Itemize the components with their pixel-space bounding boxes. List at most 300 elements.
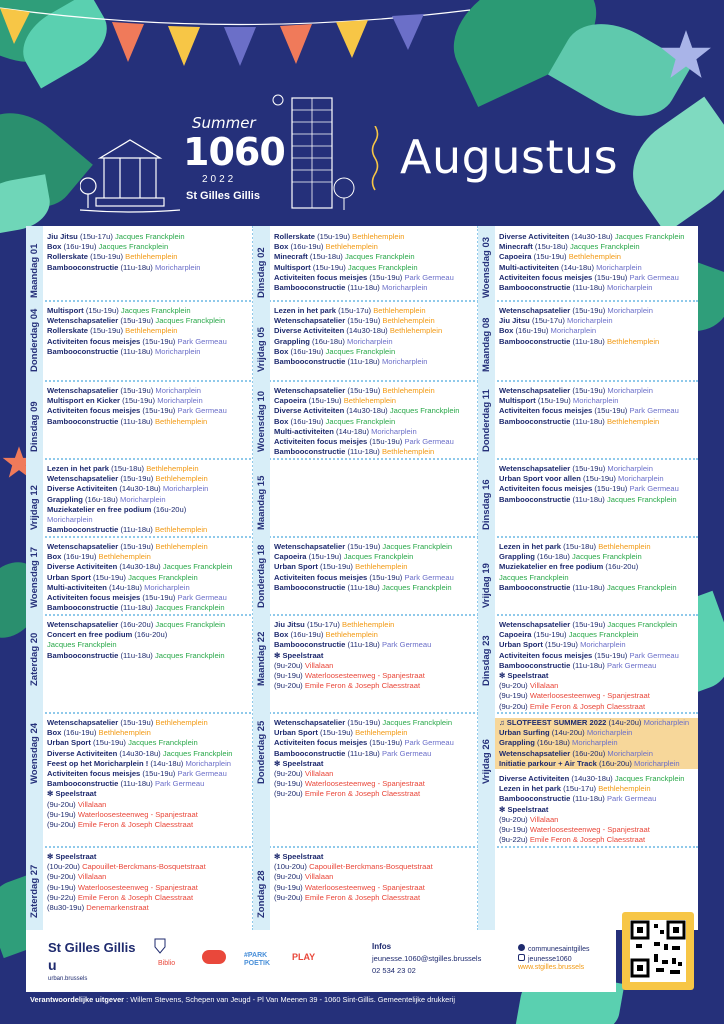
activity-location: Jacques Franckplein bbox=[325, 346, 396, 356]
activity-name: Bambooconstructie bbox=[47, 416, 119, 426]
activity-item bbox=[499, 474, 696, 484]
activity-location: Moricharplein bbox=[618, 474, 664, 484]
squiggle-decoration bbox=[370, 126, 380, 191]
activity-location: Bethlehemplein bbox=[381, 447, 435, 457]
activity-time: (15u-19u) bbox=[142, 593, 176, 603]
activity-location: Moricharplein bbox=[371, 426, 417, 436]
activity-time: (15u-19u) bbox=[545, 640, 578, 650]
activity-location: Waterloosesteenweg - Spanjestraat bbox=[77, 809, 198, 819]
activity-item bbox=[499, 283, 696, 293]
activity-item bbox=[47, 872, 251, 882]
activity-item bbox=[499, 242, 696, 252]
activity-location: Bethlehemplein bbox=[155, 718, 208, 727]
logo-summer-text: Summer bbox=[192, 114, 256, 132]
activity-name: Wetenschapsatelier bbox=[499, 386, 571, 395]
activity-name: Activiteiten focus meisjes bbox=[499, 272, 593, 282]
activity-time: (15u-19u) bbox=[90, 252, 124, 262]
activity-item bbox=[47, 562, 251, 572]
activity-time: (15u-19u) bbox=[320, 562, 353, 572]
activity-item bbox=[274, 651, 476, 661]
activity-name: Multi-activiteiten bbox=[47, 582, 107, 592]
activity-location: Moricharplein bbox=[185, 758, 232, 768]
activity-time: (15u-19u) bbox=[317, 232, 351, 241]
qr-code-icon[interactable] bbox=[630, 920, 686, 982]
activity-location: Emile Feron & Joseph Claesstraat bbox=[529, 701, 646, 711]
activity-name: Bambooconstructie bbox=[47, 525, 119, 535]
activity-name: Bambooconstructie bbox=[499, 794, 571, 804]
activity-list bbox=[47, 620, 251, 661]
activity-time: (14u30-18u) bbox=[571, 774, 613, 784]
activity-location: Jacques Franckplein bbox=[155, 316, 226, 326]
activity-name: Capoeira bbox=[274, 552, 307, 562]
activity-item bbox=[47, 640, 251, 650]
activity-time: (15u-19u) bbox=[122, 396, 156, 406]
footer bbox=[26, 930, 616, 992]
activity-time: (16u-20u) bbox=[572, 748, 606, 758]
activity-item bbox=[274, 883, 476, 893]
day-cell bbox=[253, 380, 478, 458]
activity-time: (9u-20u) bbox=[499, 814, 528, 824]
activity-time: (11u-18u) bbox=[347, 357, 380, 367]
activity-time: (15u-18u) bbox=[111, 464, 145, 473]
activity-item bbox=[47, 738, 251, 748]
activity-time: (16u-20u) bbox=[120, 620, 154, 629]
activity-item bbox=[274, 583, 476, 593]
activity-item bbox=[274, 232, 476, 242]
bibliotheek-logo: Biblio bbox=[158, 960, 176, 967]
activity-item bbox=[47, 718, 251, 728]
activity-name: Wetenschapsatelier bbox=[47, 474, 119, 484]
activity-name: Bambooconstructie bbox=[274, 582, 346, 592]
activity-time: (9u-20u) bbox=[274, 660, 303, 670]
activity-time: (11u-18u) bbox=[120, 650, 153, 660]
activity-list bbox=[499, 464, 696, 505]
facebook-handle[interactable] bbox=[518, 944, 589, 953]
day-label bbox=[29, 767, 40, 784]
credits-label: Verantwoordelijke uitgever bbox=[30, 995, 125, 1004]
activity-time: (15u-19u) bbox=[369, 272, 403, 282]
activity-location: Moricharplein bbox=[144, 582, 190, 592]
day-label bbox=[29, 901, 40, 918]
activity-name: Bambooconstructie bbox=[274, 640, 346, 650]
activity-location: Emile Feron & Joseph Claesstraat bbox=[77, 820, 194, 830]
activity-time: (16u-19u) bbox=[290, 346, 324, 356]
activity-name: Bambooconstructie bbox=[274, 357, 346, 367]
activity-name: ✻ Speelstraat bbox=[274, 852, 324, 861]
activity-time: (14u-20u) bbox=[551, 728, 585, 738]
activity-name: Urban Sport bbox=[499, 640, 543, 650]
activity-time: (14u30-18u) bbox=[346, 406, 388, 416]
calendar-grid bbox=[26, 226, 698, 930]
activity-item bbox=[47, 759, 251, 769]
activity-name: Activiteiten focus meisjes bbox=[499, 484, 593, 494]
activity-time: (8u30-19u) bbox=[47, 903, 85, 913]
activity-time: (16u-20u) bbox=[153, 504, 187, 514]
activity-location: Bethlehemplein bbox=[568, 252, 622, 262]
activity-time: (16u-18u) bbox=[84, 494, 118, 504]
activity-item bbox=[274, 263, 476, 273]
activity-item bbox=[499, 794, 696, 804]
activity-time: (16u-18u) bbox=[536, 552, 570, 562]
activity-name: ✻ Speelstraat bbox=[274, 758, 324, 768]
activity-name: Diverse Activiteiten bbox=[499, 774, 570, 784]
activity-name: Box bbox=[47, 552, 62, 562]
qr-code-frame bbox=[622, 912, 694, 990]
activity-item bbox=[47, 316, 251, 326]
activity-location: Park Germeau bbox=[177, 336, 227, 346]
activity-time: (11u-18u) bbox=[120, 262, 153, 272]
activity-location: Park Germeau bbox=[606, 794, 657, 804]
activity-name: Multisport bbox=[274, 262, 311, 272]
activity-location: Jacques Franckplein bbox=[347, 262, 418, 272]
footer-brand-logo: St Gilles Gillis bbox=[48, 940, 136, 955]
activity-time: (15u-19u) bbox=[120, 386, 154, 395]
activity-location: Moricharplein bbox=[607, 464, 653, 473]
activity-location: Jacques Franckplein bbox=[606, 494, 677, 504]
activity-item bbox=[499, 835, 696, 845]
activity-name: ✻ Speelstraat bbox=[47, 852, 97, 861]
activity-list bbox=[274, 386, 476, 457]
activity-time: (11u-18u) bbox=[120, 525, 153, 535]
activity-location: Bethlehemplein bbox=[606, 336, 660, 346]
activity-time: (15u-19u) bbox=[347, 316, 381, 326]
activity-location: Park Germeau bbox=[606, 660, 657, 670]
day-label bbox=[256, 513, 267, 530]
day-cell bbox=[26, 614, 253, 712]
activity-time: (11u-18u) bbox=[347, 447, 380, 457]
day-cell bbox=[478, 712, 698, 846]
facebook-handle-text: communesaintgilles bbox=[528, 946, 590, 953]
activity-time: (9u-20u) bbox=[499, 681, 528, 691]
activity-name: Wetenschapsatelier bbox=[499, 464, 571, 473]
activity-item bbox=[47, 862, 251, 872]
activity-location: Capouillet-Berckmans-Bosquetstraat bbox=[309, 862, 433, 872]
activity-time: (15u-19u) bbox=[533, 252, 567, 262]
activity-item bbox=[47, 347, 251, 357]
activity-time: (14u30-18u) bbox=[346, 326, 388, 336]
activity-item bbox=[499, 326, 696, 336]
activity-item bbox=[274, 852, 476, 862]
activity-item bbox=[47, 769, 251, 779]
activity-item bbox=[274, 357, 476, 367]
activity-name: Lezen in het park bbox=[499, 542, 562, 551]
activity-item bbox=[499, 661, 696, 671]
day-label bbox=[256, 435, 267, 452]
activity-time: (15u-19u) bbox=[85, 306, 119, 315]
activity-item bbox=[47, 820, 251, 830]
activity-item bbox=[47, 651, 251, 661]
activity-time: (10u-20u) bbox=[47, 862, 80, 872]
activity-item bbox=[499, 620, 696, 630]
activity-location: Moricharplein bbox=[572, 738, 618, 748]
activity-time: (9u-22u) bbox=[47, 892, 76, 902]
activity-location: Bethlehemplein bbox=[325, 242, 378, 252]
activity-name: Bambooconstructie bbox=[499, 494, 571, 504]
activity-location: Park Germeau bbox=[629, 650, 679, 660]
activity-item bbox=[47, 232, 251, 242]
activity-time: (15u-19u) bbox=[572, 464, 606, 473]
activity-time: (9u-19u) bbox=[499, 825, 528, 835]
info-title: Infos bbox=[372, 942, 392, 951]
activity-time: (14u-18u) bbox=[561, 262, 594, 272]
kiosk-illustration bbox=[80, 128, 180, 218]
activity-list bbox=[47, 232, 251, 273]
activity-time: (15u-19u) bbox=[347, 542, 381, 551]
activity-location: Emile Feron & Joseph Claesstraat bbox=[77, 892, 194, 902]
activity-name: Rollerskate bbox=[274, 232, 315, 241]
facebook-icon bbox=[518, 944, 525, 951]
activity-list bbox=[499, 386, 696, 427]
activity-item bbox=[47, 800, 251, 810]
activity-time: (14u-18u) bbox=[336, 426, 369, 436]
activity-name: Urban Sport bbox=[274, 562, 318, 572]
day-label bbox=[481, 513, 492, 530]
activity-location: Jacques Franckplein bbox=[128, 738, 198, 748]
activity-item bbox=[274, 749, 476, 759]
day-cell bbox=[26, 846, 253, 930]
activity-location: Jacques Franckplein bbox=[607, 620, 678, 629]
activity-item bbox=[499, 273, 696, 283]
activity-name: Urban Sport bbox=[47, 738, 91, 748]
activity-item bbox=[47, 263, 251, 273]
activity-time: (16u-19u) bbox=[63, 552, 97, 562]
activity-name: Bambooconstructie bbox=[47, 603, 119, 613]
activity-time: (15u-19u) bbox=[594, 650, 628, 660]
activity-list bbox=[499, 718, 696, 845]
activity-location: Moricharplein bbox=[550, 326, 597, 336]
activity-item bbox=[47, 903, 251, 913]
activity-location: Emile Feron & Joseph Claesstraat bbox=[529, 835, 646, 845]
activity-list bbox=[47, 542, 251, 613]
activity-time: (15u-19u) bbox=[572, 306, 606, 315]
day-label bbox=[29, 513, 40, 530]
activity-location: Park Germeau bbox=[404, 572, 454, 582]
website-link[interactable]: www.stgilles.brussels bbox=[518, 964, 585, 971]
activity-location: Park Germeau bbox=[177, 593, 227, 603]
activity-location: Jacques Franckplein bbox=[162, 748, 233, 758]
day-label bbox=[481, 767, 492, 784]
day-cell bbox=[478, 458, 698, 536]
activity-name: Bambooconstructie bbox=[47, 779, 119, 789]
activity-location: Bethlehemplein bbox=[352, 232, 405, 241]
info-email[interactable]: jeunesse.1060@stgilles.brussels bbox=[372, 954, 482, 963]
day-label bbox=[29, 355, 40, 372]
activity-time: (11u-18u) bbox=[347, 582, 380, 592]
activity-name: Wetenschapsatelier bbox=[47, 718, 119, 727]
activity-name: Rollerskate bbox=[47, 252, 88, 262]
activity-location: Jacques Franckplein bbox=[115, 232, 185, 241]
activity-name: Diverse Activiteiten bbox=[274, 326, 345, 336]
activity-location: Moricharplein bbox=[47, 515, 93, 525]
activity-time: (15u-17u) bbox=[79, 232, 113, 241]
bunting-decoration bbox=[0, 0, 470, 80]
activity-item bbox=[274, 893, 476, 903]
activity-item bbox=[47, 779, 251, 789]
activity-item bbox=[274, 242, 476, 252]
activity-item bbox=[499, 232, 696, 242]
activity-item bbox=[274, 337, 476, 347]
activity-time: (15u-19u) bbox=[369, 738, 403, 748]
activity-name: Bambooconstructie bbox=[47, 346, 119, 356]
activity-item bbox=[274, 447, 476, 457]
activity-item bbox=[274, 620, 476, 630]
activity-name: Urban Surfing bbox=[499, 728, 550, 738]
activity-time: (15u-19u) bbox=[572, 386, 606, 395]
activity-location: Jacques Franckplein bbox=[162, 562, 233, 572]
activity-item bbox=[499, 396, 696, 406]
activity-time: (15u-17u) bbox=[563, 784, 597, 794]
activity-time: (15u-19u) bbox=[90, 326, 124, 336]
activity-location: Bethlehemplein bbox=[125, 326, 178, 336]
activity-location: Waterloosesteenweg - Spanjestraat bbox=[529, 691, 650, 701]
activity-item bbox=[274, 396, 476, 406]
activity-item bbox=[274, 718, 476, 728]
activity-item bbox=[274, 671, 476, 681]
day-label bbox=[256, 669, 267, 686]
activity-name: ♫ SLOTFEEST SUMMER 2022 bbox=[499, 718, 607, 727]
activity-time: (15u-17u) bbox=[306, 620, 340, 629]
activity-time: (15u-19u) bbox=[93, 738, 126, 748]
activity-location: Moricharplein bbox=[586, 728, 633, 738]
activity-location: Jacques Franckplein bbox=[343, 552, 414, 562]
activity-item bbox=[274, 326, 476, 336]
activity-location: Jacques Franckplein bbox=[98, 242, 169, 252]
activity-time: (15u-18u) bbox=[563, 542, 597, 551]
activity-location: Moricharplein bbox=[607, 386, 653, 395]
activity-item bbox=[47, 505, 251, 515]
activity-name: Activiteiten focus meisjes bbox=[47, 593, 141, 603]
activity-location: Bethlehemplein bbox=[98, 728, 151, 738]
activity-item bbox=[274, 630, 476, 640]
day-label bbox=[29, 591, 40, 608]
day-cell bbox=[478, 380, 698, 458]
activity-time: (15u-19u) bbox=[347, 718, 381, 727]
activity-name: Capoeira bbox=[499, 630, 532, 640]
activity-name: Wetenschapsatelier bbox=[274, 718, 346, 727]
activity-name: Multisport bbox=[47, 306, 84, 315]
activity-time: (11u-18u) bbox=[120, 779, 153, 789]
activity-time: (15u-19u) bbox=[582, 474, 616, 484]
activity-name: Activiteiten focus meisjes bbox=[274, 272, 368, 282]
activity-item bbox=[47, 396, 251, 406]
activity-time: (11u-18u) bbox=[572, 336, 605, 346]
activity-location: Moricharplein bbox=[572, 396, 619, 406]
activity-item bbox=[499, 671, 696, 681]
activity-location: Bethlehemplein bbox=[155, 542, 208, 551]
activity-name: Box bbox=[274, 416, 289, 426]
play-logo: PLAY bbox=[292, 952, 316, 962]
activity-name: Bambooconstructie bbox=[499, 660, 571, 670]
activity-time: (15u-19u) bbox=[120, 542, 154, 551]
activity-time: (11u-18u) bbox=[120, 603, 153, 613]
activity-name: Jiu Jitsu bbox=[47, 232, 78, 241]
activity-location: Bethlehemplein bbox=[343, 396, 397, 406]
activity-item bbox=[495, 759, 698, 769]
activity-time: (9u-19u) bbox=[274, 779, 303, 789]
activity-location: Moricharplein bbox=[347, 336, 393, 346]
activity-item bbox=[274, 562, 476, 572]
day-cell bbox=[478, 300, 698, 380]
activity-name: Concert en free podium bbox=[47, 630, 133, 640]
activity-name: Bambooconstructie bbox=[47, 650, 119, 660]
activity-time: (11u-18u) bbox=[572, 494, 605, 504]
day-cell bbox=[26, 536, 253, 614]
activity-item bbox=[499, 386, 696, 396]
activity-item bbox=[47, 810, 251, 820]
starfish-icon bbox=[660, 28, 712, 80]
activity-name: Wetenschapsatelier bbox=[47, 386, 119, 395]
activity-list bbox=[499, 306, 696, 347]
activity-time: (15u-19u) bbox=[120, 718, 154, 727]
activity-location: Park Germeau bbox=[381, 640, 432, 650]
activity-location: Emile Feron & Joseph Claesstraat bbox=[304, 892, 421, 902]
activity-item bbox=[274, 769, 476, 779]
activity-time: (16u-18u) bbox=[311, 336, 345, 346]
activity-time: (11u-18u) bbox=[572, 416, 605, 426]
activity-location: Park Germeau bbox=[629, 272, 679, 282]
activity-name: Box bbox=[274, 242, 289, 252]
activity-list bbox=[274, 620, 476, 691]
activity-location: Jacques Franckplein bbox=[382, 542, 453, 551]
day-label-strip bbox=[478, 846, 495, 930]
activity-item bbox=[47, 484, 251, 494]
day-cell bbox=[26, 380, 253, 458]
activity-item bbox=[274, 640, 476, 650]
activity-location: Bethlehemplein bbox=[342, 620, 395, 629]
activity-location: Park Germeau bbox=[629, 484, 679, 494]
activity-location: Waterloosesteenweg - Spanjestraat bbox=[304, 882, 425, 892]
instagram-handle[interactable] bbox=[518, 954, 572, 963]
activity-time: (15u-19u) bbox=[594, 406, 628, 416]
activity-name: Box bbox=[47, 728, 62, 738]
activity-item bbox=[499, 702, 696, 712]
activity-item bbox=[274, 283, 476, 293]
activity-item bbox=[47, 386, 251, 396]
activity-location: Moricharplein bbox=[634, 758, 680, 768]
activity-time: (15u-19u) bbox=[312, 262, 346, 272]
urban-logo-mark: u bbox=[48, 957, 57, 973]
activity-time: (15u-19u) bbox=[537, 396, 571, 406]
day-label bbox=[481, 281, 492, 298]
logo-number: 1060 bbox=[183, 130, 285, 174]
day-cell bbox=[253, 846, 478, 930]
activity-item bbox=[499, 484, 696, 494]
partner-logo-circle bbox=[202, 950, 226, 964]
activity-location: Bethlehemplein bbox=[146, 464, 199, 473]
activity-time: (9u-20u) bbox=[47, 799, 76, 809]
activity-location: Waterloosesteenweg - Spanjestraat bbox=[304, 779, 425, 789]
activity-time: (15u-19u) bbox=[347, 386, 381, 395]
activity-list bbox=[499, 542, 696, 593]
activity-location: Emile Feron & Joseph Claesstraat bbox=[304, 789, 421, 799]
activity-location: Denemarkenstraat bbox=[86, 903, 149, 913]
activity-item bbox=[499, 691, 696, 701]
activity-location: Villalaan bbox=[529, 814, 559, 824]
activity-item bbox=[274, 316, 476, 326]
activity-location: Jacques Franckplein bbox=[382, 718, 453, 727]
day-label bbox=[29, 669, 40, 686]
activity-item bbox=[499, 805, 696, 815]
day-label bbox=[481, 355, 492, 372]
activity-item bbox=[274, 573, 476, 583]
activity-time: (14u-20u) bbox=[608, 718, 642, 727]
activity-name: Muziekatelier en free podium bbox=[499, 562, 604, 572]
activity-list bbox=[47, 306, 251, 357]
activity-item bbox=[499, 464, 696, 474]
activity-location: Bethlehemplein bbox=[98, 552, 151, 562]
day-cell bbox=[253, 458, 478, 536]
day-cell bbox=[26, 712, 253, 846]
